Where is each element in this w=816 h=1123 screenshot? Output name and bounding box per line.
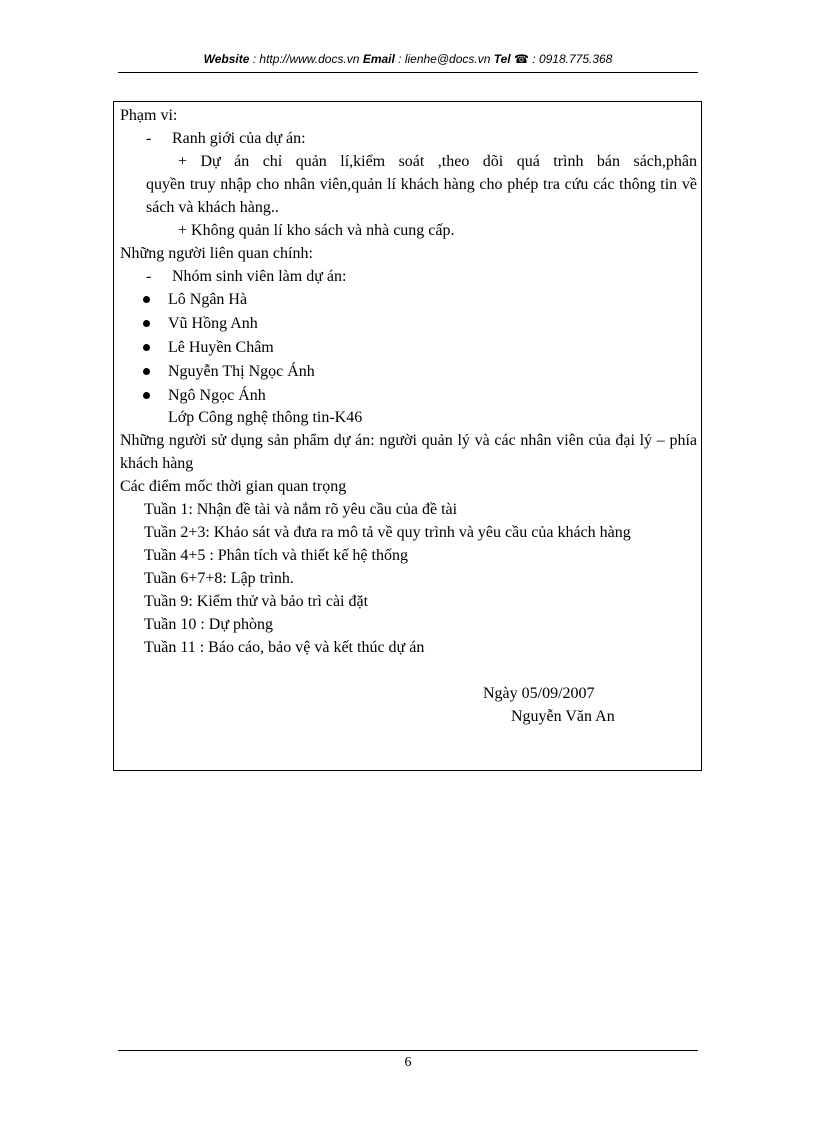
website-label: Website (203, 52, 250, 66)
signature-date: Ngày 05/09/2007 (483, 685, 595, 702)
footer-divider (118, 1050, 698, 1051)
member-list-item (120, 312, 697, 336)
scope-item-1-first-line (120, 150, 697, 173)
email-value: : lienhe@docs.vn (394, 52, 494, 66)
page-number: 6 (404, 1055, 412, 1070)
team-item (120, 265, 697, 288)
class-name: Lớp Công nghệ thông tin-K46 (168, 409, 363, 426)
member-name: Vũ Hồng Anh (168, 315, 258, 332)
milestone-item: Tuần 6+7+8: Lập trình. (144, 570, 294, 587)
page-header (118, 50, 698, 68)
member-list-item (120, 360, 697, 384)
telephone-icon: ☎ (513, 52, 529, 66)
bullet-icon (143, 392, 150, 399)
member-name: Ngô Ngọc Ánh (168, 387, 266, 404)
document-content (120, 104, 697, 728)
website-value: : http://www.docs.vn (249, 52, 363, 66)
bullet-icon (143, 368, 150, 375)
email-label: Email (362, 52, 395, 66)
milestone-item: Tuần 2+3: Khảo sát và đưa ra mô tả về quy trình và yêu cầu của khách hàng (144, 524, 631, 541)
member-name: Nguyễn Thị Ngọc Ánh (168, 363, 315, 380)
stakeholders-heading: Những người liên quan chính: (120, 245, 313, 262)
scope-item-1-first-text: + Dự án chỉ quản lí,kiểm soát ,theo dõi quá trình bán sách,phân (178, 153, 697, 170)
dash-marker: - (146, 268, 152, 285)
signer-name: Nguyễn Văn An (511, 708, 615, 725)
team-label: Nhóm sinh viên làm dự án: (172, 268, 347, 285)
milestone-item: Tuần 9: Kiểm thử và bảo trì cài đặt (144, 593, 369, 610)
milestone-item: Tuần 10 : Dự phòng (144, 616, 273, 633)
bullet-icon (143, 344, 150, 351)
scope-heading: Phạm vi: (120, 107, 178, 124)
milestone-item: Tuần 4+5 : Phân tích và thiết kế hệ thống (144, 547, 408, 564)
scope-item-1-rest: quyền truy nhập cho nhân viên,quản lí khách hàng cho phép tra cứu các thông tin về sách và khách hàng.. (146, 176, 697, 216)
scope-item-2: + Không quản lí kho sách và nhà cung cấp. (178, 222, 455, 239)
tel-label: Tel (493, 52, 511, 66)
bullet-icon (143, 320, 150, 327)
milestone-item: Tuần 11 : Báo cáo, bảo vệ và kết thúc dự án (144, 639, 425, 656)
member-list-item (120, 384, 697, 406)
member-name: Lê Huyền Châm (168, 339, 274, 356)
dash-marker: - (146, 130, 152, 147)
tel-value: : 0918.775.368 (528, 52, 613, 66)
milestone-item: Tuần 1: Nhận đề tài và nắm rõ yêu cầu của đề tài (144, 501, 458, 518)
bullet-icon (143, 296, 150, 303)
boundary-item (120, 127, 697, 150)
member-list-item (120, 336, 697, 360)
users-text: Những người sử dụng sản phẩm dự án: người quản lý và các nhân viên của đại lý – phía khách hàng (120, 432, 697, 472)
header-divider (118, 72, 698, 73)
milestones-heading: Các điểm mốc thời gian quan trọng (120, 478, 347, 495)
boundary-label: Ranh giới của dự án: (172, 130, 306, 147)
member-list-item (120, 288, 697, 312)
member-name: Lô Ngân Hà (168, 291, 248, 308)
